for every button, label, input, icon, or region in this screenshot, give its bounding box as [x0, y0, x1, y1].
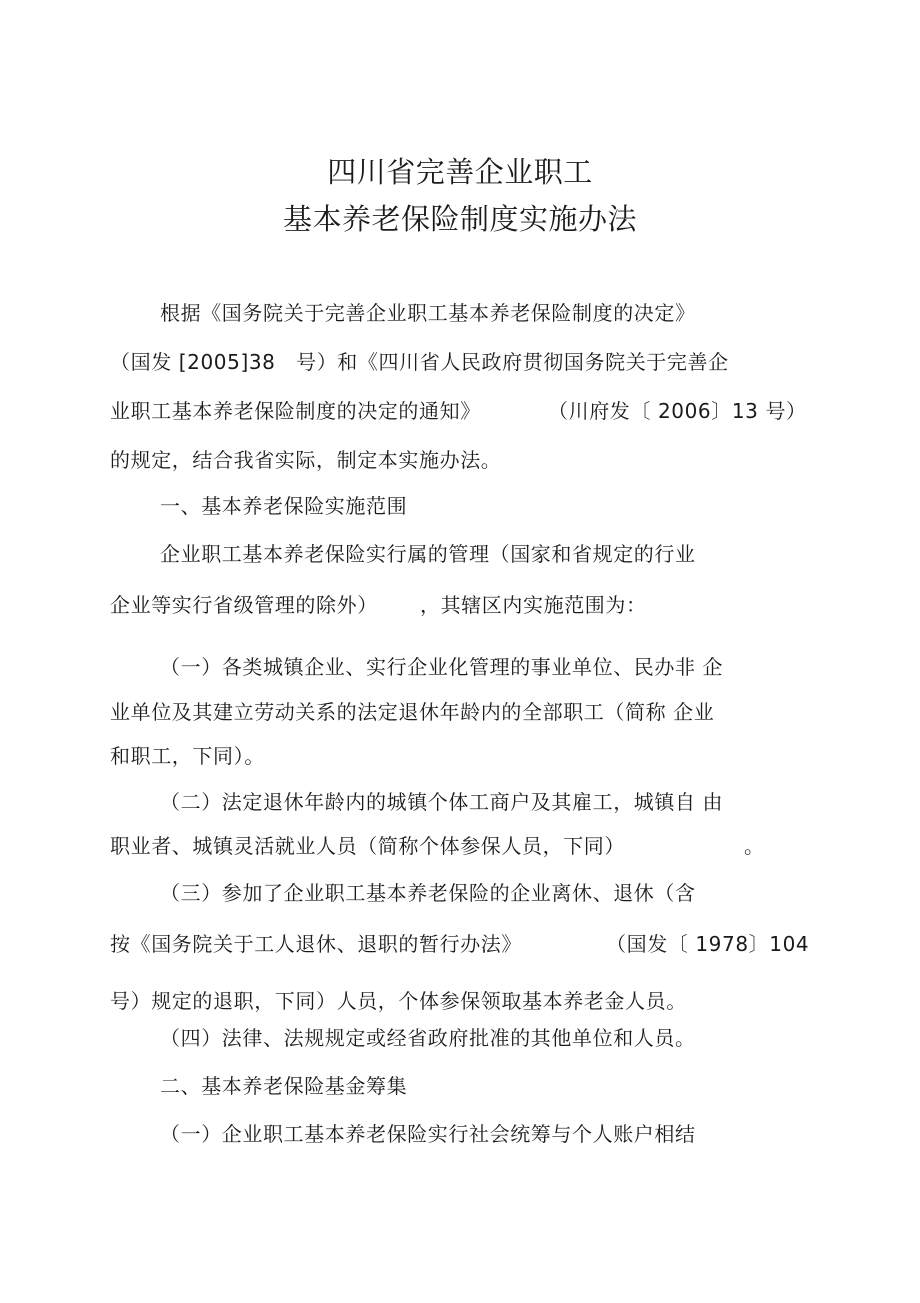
section-1-item-2-line-1: （二）法定退休年龄内的城镇个体工商户及其雇工，城镇自 由 — [160, 790, 724, 814]
section-2-heading: 二、基本养老保险基金筹集 — [160, 1074, 408, 1098]
section-1-item-1-line-1: （一）各类城镇企业、实行企业化管理的事业单位、民办非 企 — [160, 655, 724, 679]
section-1-item-1-line-3: 和职工，下同）。 — [110, 744, 265, 768]
section-1-item-2-line-2a: 职业者、城镇灵活就业人员（简称个体参保人员，下同） — [110, 834, 625, 858]
section-1-item-3-line-2a: 按《国务院关于工人退休、退职的暂行办法》 — [110, 932, 522, 956]
document-title-line2: 基本养老保险制度实施办法 — [282, 202, 637, 236]
section-1-item-1-line-2: 业单位及其建立劳动关系的法定退休年龄内的全部职工（简称 企业 — [110, 700, 715, 724]
intro-line-2: （国发 [2005]38 号）和《四川省人民政府贯彻国务院关于完善企 — [110, 350, 729, 374]
document-title-line1: 四川省完善企业职工 — [327, 155, 593, 189]
section-1-item-3-line-1: （三）参加了企业职工基本养老保险的企业离休、退休（含 — [160, 881, 696, 905]
section-1-item-2-line-2b: 。 — [744, 834, 765, 858]
section-1-item-3-line-2b: （国发〔 1978〕104 — [606, 932, 810, 956]
intro-line-1: 根据《国务院关于完善企业职工基本养老保险制度的决定》 — [160, 301, 696, 325]
intro-line-3b: （川府发〔 2006〕13 号） — [548, 399, 807, 423]
section-2-item-1-line-1: （一）企业职工基本养老保险实行社会统筹与个人账户相结 — [160, 1122, 696, 1146]
section-1-para-line-2b: ，其辖区内实施范围为： — [420, 593, 647, 617]
section-1-heading: 一、基本养老保险实施范围 — [160, 494, 408, 518]
section-1-para-line-2a: 企业等实行省级管理的除外） — [110, 593, 378, 617]
section-1-item-3-line-3: 号）规定的退职，下同）人员，个体参保领取基本养老金人员。 — [110, 989, 687, 1013]
section-1-item-4-line-1: （四）法律、法规规定或经省政府批准的其他单位和人员。 — [160, 1026, 696, 1050]
section-1-para-line-1: 企业职工基本养老保险实行属的管理（国家和省规定的行业 — [160, 542, 696, 566]
intro-line-3a: 业职工基本养老保险制度的决定的通知》 — [110, 399, 481, 423]
intro-line-4: 的规定，结合我省实际，制定本实施办法。 — [110, 448, 502, 472]
